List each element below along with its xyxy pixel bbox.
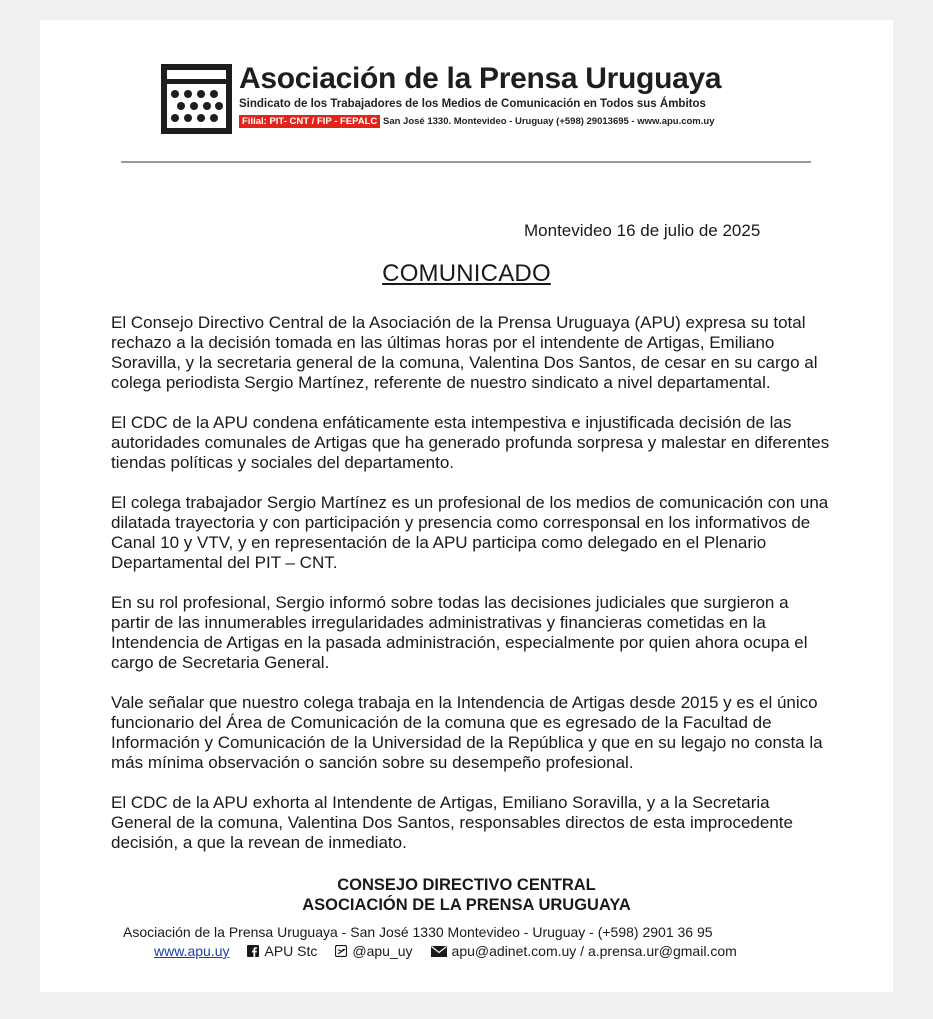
org-contact: San José 1330. Montevideo - Uruguay (+598) 29013695 - www.apu.com.uy — [383, 116, 715, 127]
typewriter-logo-icon — [161, 64, 232, 134]
paragraph: El colega trabajador Sergio Martínez es un profesional de los medios de comunicación con una dilatada trayectoria y con participación y presencia como corresponsal en los informativos de Canal 10 y VTV, y en representación de la APU participa como delegado en el Plenario Departamental del PIT – CNT. — [111, 493, 829, 572]
footer-address: Asociación de la Prensa Uruguaya - San José 1330 Montevideo - Uruguay - (+598) 2901 36 95 — [123, 924, 713, 940]
footer-links — [154, 943, 737, 959]
email-addresses: apu@adinet.com.uy / a.prensa.ur@gmail.com — [451, 943, 737, 959]
org-name: Asociación de la Prensa Uruguaya — [239, 62, 722, 95]
paragraph: En su rol profesional, Sergio informó sobre todas las decisiones judiciales que surgieron a partir de las innumerables irregularidades administrativas y financieras cometidas en la Intendencia de Artigas en la pasada administración, especialmente por quien ahora ocupa el cargo de Secretaria General. — [111, 593, 808, 672]
header-divider — [121, 161, 811, 163]
paragraph: El CDC de la APU condena enfáticamente esta intempestiva e injustificada decisión de las autoridades comunales de Artigas que ha generado profunda sorpresa y malestar en diferentes tiendas políticas y sociales del departamento. — [111, 413, 830, 472]
org-subtitle: Sindicato de los Trabajadores de los Medios de Comunicación en Todos sus Ámbitos — [239, 98, 706, 110]
signature-line-2: ASOCIACIÓN DE LA PRENSA URUGUAYA — [302, 896, 631, 914]
paragraph: Vale señalar que nuestro colega trabaja en la Intendencia de Artigas desde 2015 y es el único funcionario del Área de Comunicación de la comuna que es egresado de la Facultad de Información y Comunicación de la Universidad de la República y que en su legajo no consta la más mínima observación o sanción sobre su desempeño profesional. — [111, 693, 823, 772]
document-page — [40, 20, 893, 992]
paragraph: El CDC de la APU exhorta al Intendente de Artigas, Emiliano Soravilla, y a la Secretaria General de la comuna, Valentina Dos Santos, responsables directos de esta improcedente decisión, a que la revean de inmediato. — [111, 793, 793, 852]
org-affiliation: Filial: PIT- CNT / FIP - FEPALC — [239, 115, 380, 128]
letterhead — [161, 64, 721, 136]
twitter-icon — [335, 945, 347, 957]
document-body — [111, 313, 831, 873]
signature-block — [40, 875, 893, 915]
paragraph: El Consejo Directivo Central de la Asociación de la Prensa Uruguaya (APU) expresa su total rechazo a la decisión tomada en las últimas horas por el intendente de Artigas, Emiliano Soravilla, y la secretaria general de la comuna, Valentina Dos Santos, de cesar en su cargo al colega periodista Sergio Martínez, referente de nuestro sindicato a nivel departamental. — [111, 313, 818, 392]
facebook-handle: APU Stc — [264, 943, 318, 959]
twitter-handle: @apu_uy — [352, 943, 413, 959]
website-link[interactable]: www.apu.uy — [154, 943, 230, 959]
signature-line-1: CONSEJO DIRECTIVO CENTRAL — [337, 876, 596, 894]
document-date: Montevideo 16 de julio de 2025 — [524, 221, 761, 240]
email-icon — [431, 946, 447, 957]
document-title: COMUNICADO — [382, 260, 551, 287]
facebook-icon — [247, 945, 259, 957]
